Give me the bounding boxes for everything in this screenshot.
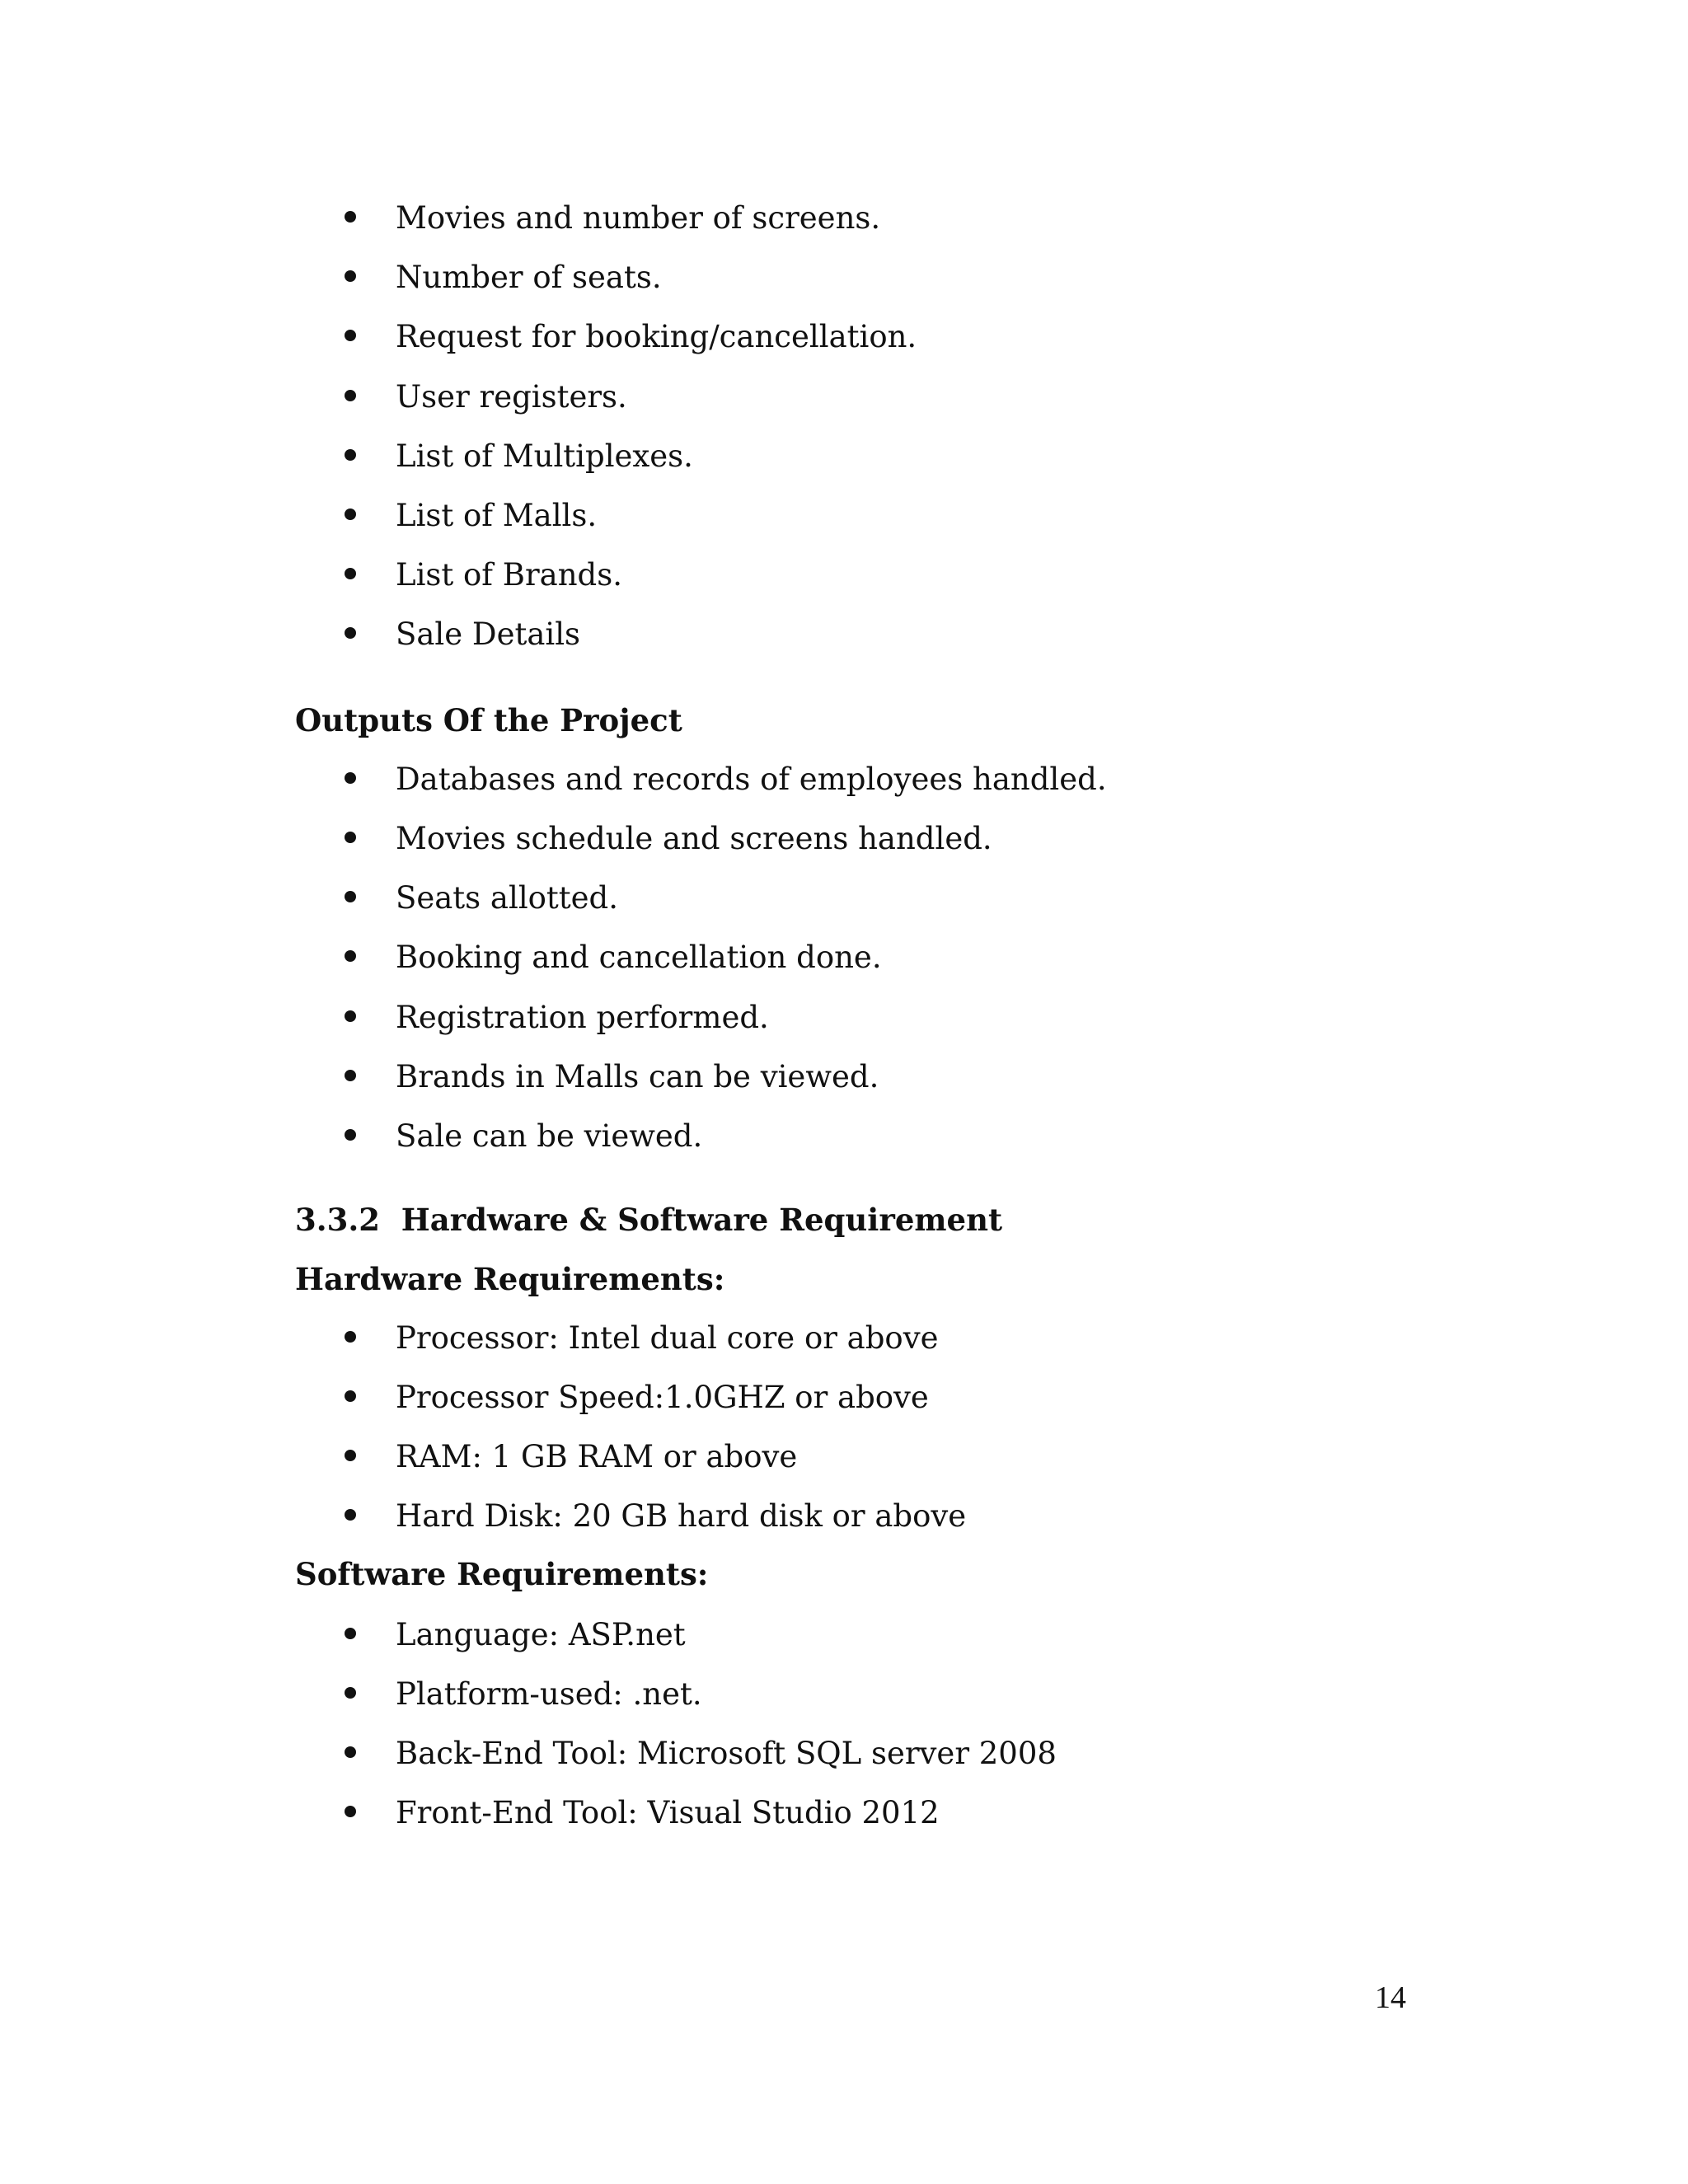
bullet-icon [345, 627, 356, 639]
bullet-icon [345, 270, 356, 282]
bullet-icon [345, 509, 356, 520]
bullet-icon [345, 211, 356, 223]
bullet-icon [345, 1331, 356, 1343]
bullet-icon [345, 449, 356, 461]
hardware-heading: Hardware Requirements: [295, 1261, 725, 1297]
bullet-icon [345, 1746, 356, 1758]
bullet-icon [345, 1010, 356, 1022]
bullet-icon [345, 1450, 356, 1461]
section-heading: 3.3.2 Hardware & Software Requirement [295, 1202, 1003, 1238]
bullet-icon [345, 1687, 356, 1699]
bullet-icon [345, 950, 356, 962]
bullet-icon [345, 330, 356, 341]
document-page: Movies and number of screens. Number of seats. Request for booking/cancellation. User registers. List of Multiplexes. List of Malls. List of Brands. Sale Details Outputs Of the Project Databases and records of employees handled. Movies schedule and screens handled. Seats allotted. Booking and cancellation done. Registration performed. Brands in Malls can be viewed. Sale can be viewed. 3.3.2 Hardware & Software Requirement Hardware Requirements: Processor: Intel dual core or above Processor Speed:1.0GHZ or above RAM: 1 GB RAM or above Hard Disk: 20 GB hard disk or above Software Requirements: Language: ASP.net Platform-used: .net. Back-End Tool: Microsoft SQL server 2008 Front-End Tool: Visual Studio 2012 14 [295, 200, 1406, 2015]
bullet-icon [345, 1628, 356, 1639]
bullet-icon [345, 390, 356, 401]
bullet-icon [345, 891, 356, 902]
bullet-icon [345, 1390, 356, 1402]
page-number: 14 [1375, 1980, 1406, 2015]
bullet-icon [345, 1129, 356, 1141]
bullet-icon [345, 568, 356, 579]
bullet-icon [345, 832, 356, 843]
bullet-icon [345, 1070, 356, 1081]
software-heading: Software Requirements: [295, 1556, 709, 1592]
outputs-heading: Outputs Of the Project [295, 702, 682, 738]
bullet-icon [345, 1509, 356, 1521]
bullet-icon [345, 1806, 356, 1817]
bullet-icon [345, 772, 356, 784]
